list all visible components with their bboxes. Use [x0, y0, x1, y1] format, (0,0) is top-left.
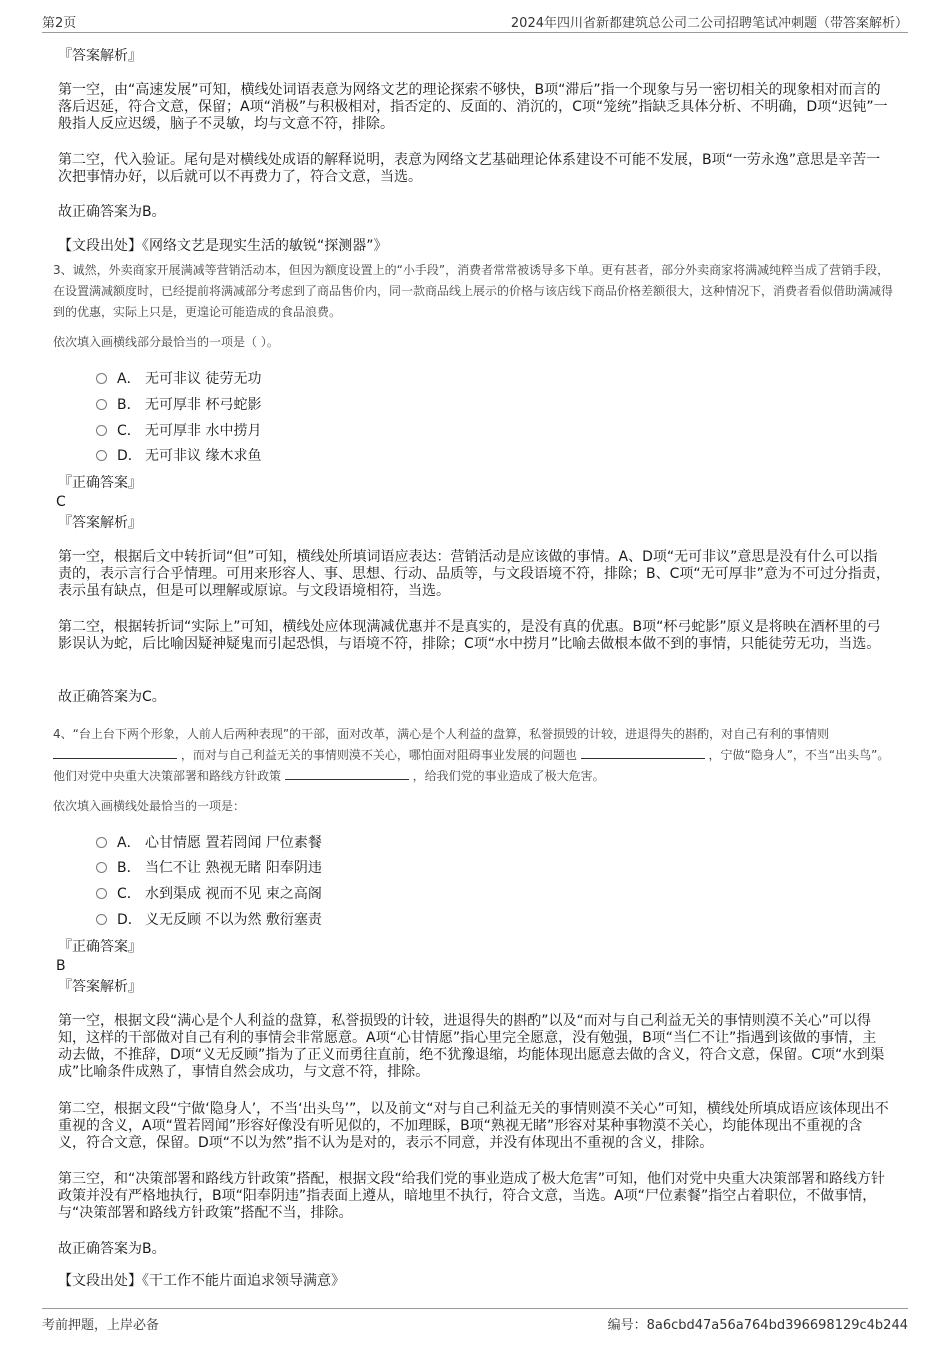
q2-analysis-label: 『答案解析』 [58, 48, 142, 64]
q3-prompt: 依次填入画横线部分最恰当的一项是（ ）。 [53, 335, 279, 349]
q2-source: 【文段出处】《网络文艺是现实生活的敏锐“探测器”》 [58, 238, 388, 254]
q3-answer-summary: 故正确答案为C。 [58, 689, 166, 705]
q4-analysis-p3: 第三空，和“决策部署和路线方针政策”搭配，根据文段“给我们党的事业造成了极大危害”可知，他们对党中央重大决策部署和路线方针政策并没有严格地执行，B项“阳奉阴违”指表面上遵从，暗地里不执行，符合文意，当选。A项“尸位素餐”指空占着职位，不做事情，与“决策部署和路线方针政策”搭配不当，排除。 [58, 1171, 886, 1221]
q3-option-d[interactable]: D． 无可非议 缘木求鱼 [96, 447, 261, 465]
radio-icon[interactable] [96, 914, 107, 925]
q3-option-c[interactable]: C． 无可厚非 水中捞月 [96, 422, 261, 440]
q3-correct-answer: C [56, 494, 66, 510]
q3-analysis-p1: 第一空，根据后文中转折词“但”可知，横线处所填词语应表达：营销活动是应该做的事情。A、D项“无可非议”意思是没有什么可以指责的，表示言行合乎情理。可用来形容人、事、思想、行动、品质等，与文段语境不符，排除；B、C项“无可厚非”意为不可过分指责，表示虽有缺点，但是可以理解或原谅。与文段语境相符，当选。 [58, 549, 890, 599]
page-number: 第2页 [42, 16, 77, 31]
q4-correct-label: 『正确答案』 [58, 939, 142, 955]
document-code: 编号：8a6cbd47a56a764bd396698129c4b244 [607, 1318, 908, 1333]
page-footer [42, 1308, 908, 1335]
q3-option-b[interactable]: B． 无可厚非 杯弓蛇影 [96, 396, 261, 414]
q4-option-c[interactable]: C． 水到渠成 视而不见 束之高阁 [96, 885, 322, 903]
footer-slogan: 考前押题，上岸必备 [42, 1318, 160, 1333]
document-title: 2024年四川省新都建筑总公司二公司招聘笔试冲刺题（带答案解析） [510, 16, 908, 31]
q2-answer-summary: 故正确答案为B。 [58, 204, 166, 220]
page-header [42, 12, 908, 33]
radio-icon[interactable] [96, 450, 107, 461]
q3-analysis-label: 『答案解析』 [58, 515, 142, 531]
q4-stem: 4、“台上台下两个形象，人前人后两种表现”的干部，面对改革，满心是个人利益的盘算，私誉损毁的计较，进退得失的斟酌，对自己有利的事情则 ，而对与自己利益无关的事情则漠不关心，哪怕面对阻碍事业发展的问题也 ，宁做“隐身人”，不当“出头鸟”。他们对党中央重大决策部署和路线方针政策 ，给我们党的事业造成了极大危害。 [53, 727, 890, 783]
q4-blank-3 [285, 768, 409, 780]
radio-icon[interactable] [96, 862, 107, 873]
q4-blank-1 [53, 747, 177, 759]
q4-option-d[interactable]: D． 义无反顾 不以为然 敷衍塞责 [96, 911, 322, 929]
q4-option-a[interactable]: A． 心甘情愿 置若罔闻 尸位素餐 [96, 834, 322, 852]
q4-correct-answer: B [56, 958, 66, 974]
q2-analysis-p1: 第一空，由“高速发展”可知，横线处词语表意为网络文艺的理论探索不够快，B项“滞后”指一个现象与另一密切相关的现象相对而言的落后迟延，符合文意，保留；A项“消极”与积极相对，指否定的、反面的、消沉的，C项“笼统”指缺乏具体分析、不明确，D项“迟钝”一般指人反应迟缓，脑子不灵敏，均与文意不符，排除。 [58, 82, 888, 132]
q3-correct-label: 『正确答案』 [58, 475, 142, 491]
q4-blank-2 [581, 747, 705, 759]
radio-icon[interactable] [96, 888, 107, 899]
q4-analysis-p1: 第一空，根据文段“满心是个人利益的盘算，私誉损毁的计较，进退得失的斟酌”以及“而对与自己利益无关的事情则漠不关心”可以得知，这样的干部做对自己有利的事情会非常愿意。A项“心甘情愿”指心里完全愿意，没有勉强，B项“当仁不让”指遇到该做的事情，主动去做，不推辞，D项“义无反顾”指为了正义而勇往直前，绝不犹豫退缩，均能体现出愿意去做的含义，符合文意，保留。C项“水到渠成”比喻条件成熟了，事情自然会成功，与文意不符，排除。 [58, 1013, 885, 1080]
q4-analysis-label: 『答案解析』 [58, 979, 142, 995]
q2-analysis-p2: 第二空，代入验证。尾句是对横线处成语的解释说明，表意为网络文艺基础理论体系建设不可能不发展，B项“一劳永逸”意思是辛苦一次把事情办好，以后就可以不再费力了，符合文意，当选。 [58, 152, 881, 185]
q4-prompt: 依次填入画横线处最恰当的一项是： [53, 799, 246, 813]
q4-analysis-p2: 第二空，根据文段“宁做‘隐身人’，不当‘出头鸟’”，以及前文“对与自己利益无关的事情则漠不关心”可知，横线处所填成语应该体现出不重视的含义，A项“置若罔闻”形容好像没有听见似的，不加理睬，B项“熟视无睹”形容对某种事物漠不关心，均能体现出不重视的含义，符合文意，保留。D项“不以为然”指不认为是对的，表示不同意，并没有体现出不重视的含义，排除。 [58, 1101, 889, 1151]
q4-answer-summary: 故正确答案为B。 [58, 1241, 166, 1257]
q3-stem: 3、诚然，外卖商家开展满减等营销活动本，但因为额度设置上的“小手段”，消费者常常被诱导多下单。更有甚者，部分外卖商家将满减纯粹当成了营销手段，在设置满减额度时，已经提前将满减部分考虑到了商品售价内，同一款商品线上展示的价格与该店线下商品价格差额很大，这种情况下，消费者看似借助满减得到的优惠，实际上只是，更遑论可能造成的食品浪费。 [53, 263, 894, 319]
radio-icon[interactable] [96, 373, 107, 384]
radio-icon[interactable] [96, 399, 107, 410]
q4-source: 【文段出处】《干工作不能片面追求领导满意》 [58, 1273, 345, 1289]
q3-option-a[interactable]: A． 无可非议 徒劳无功 [96, 370, 261, 388]
q4-option-b[interactable]: B． 当仁不让 熟视无睹 阳奉阴违 [96, 859, 322, 877]
radio-icon[interactable] [96, 425, 107, 436]
radio-icon[interactable] [96, 837, 107, 848]
q3-analysis-p2: 第二空，根据转折词“实际上”可知，横线处应体现满减优惠并不是真实的，是没有真的优惠。B项“杯弓蛇影”原义是将映在酒杯里的弓影误认为蛇，后比喻因疑神疑鬼而引起恐惧，与语境不符，排除；C项“水中捞月”比喻去做根本做不到的事情，只能徒劳无功，当选。 [58, 619, 881, 652]
